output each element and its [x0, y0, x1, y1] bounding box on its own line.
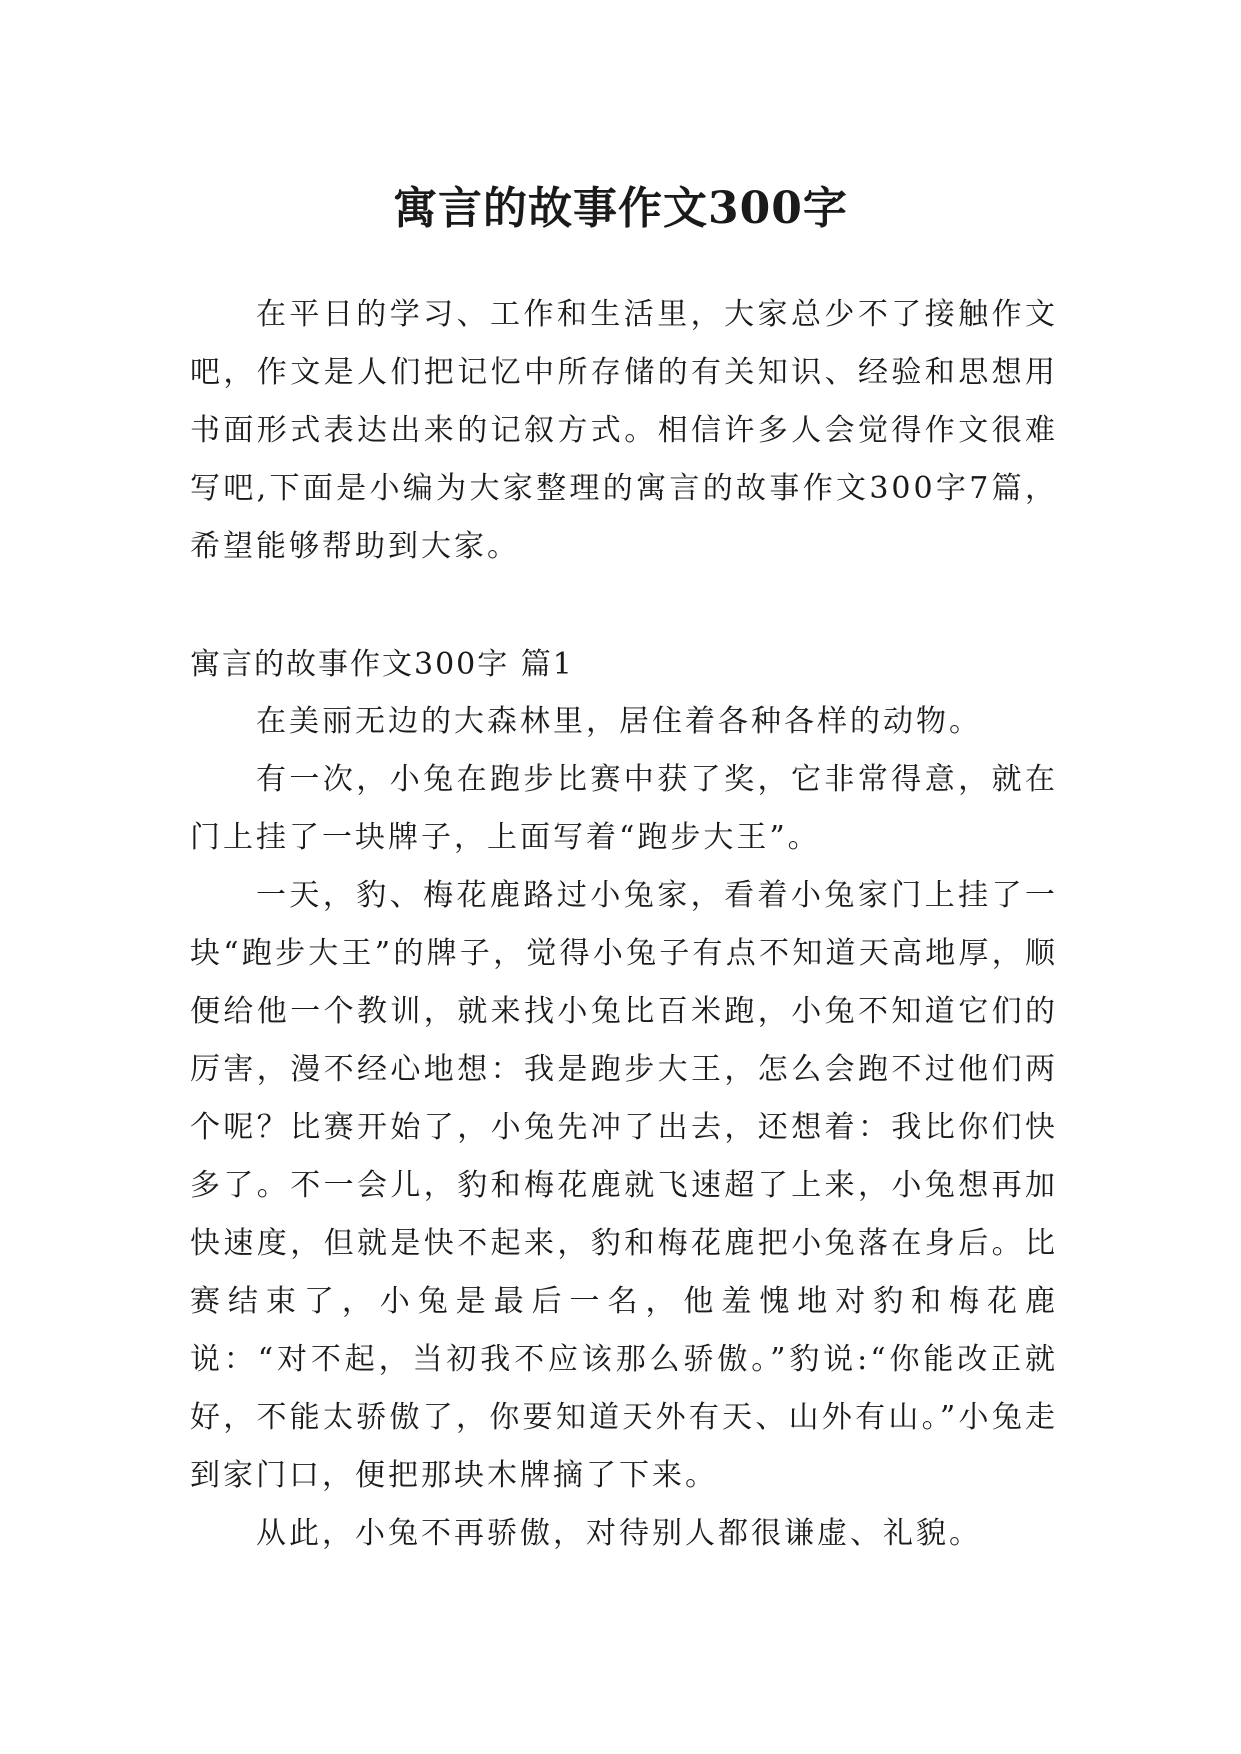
story-paragraph: 从此，小兔不再骄傲，对待别人都很谦虚、礼貌。	[256, 1516, 982, 1551]
section-heading: 寓言的故事作文300字 篇1	[190, 647, 574, 682]
document-title: 寓言的故事作文300字	[393, 183, 848, 235]
story-paragraph: 一天，豹、梅花鹿路过小兔家，看着小兔家门上挂了一块“跑步大王”的牌子，觉得小兔子有点不知道天高地厚，顺便给他一个教训，就来找小兔比百米跑，小兔不知道它们的厉害，漫不经心地想：我是跑步大王，怎么会跑不过他们两个呢？比赛开始了，小兔先冲了出去，还想着：我比你们快多了。不一会儿，豹和梅花鹿就飞速超了上来，小兔想再加快速度，但就是快不起来，豹和梅花鹿把小兔落在身后。比赛结束了，小兔是最后一名，他羞愧地对豹和梅花鹿说：“对不起，当初我不应该那么骄傲。”豹说:“你能改正就好，不能太骄傲了，你要知道天外有天、山外有山。”小兔走到家门口，便把那块木牌摘了下来。	[190, 878, 1058, 1493]
intro-paragraph: 在平日的学习、工作和生活里，大家总少不了接触作文吧，作文是人们把记忆中所存储的有关知识、经验和思想用书面形式表达出来的记叙方式。相信许多人会觉得作文很难写吧,下面是小编为大家整理的寓言的故事作文300字7篇，希望能够帮助到大家。	[190, 297, 1058, 564]
story-paragraph: 有一次，小兔在跑步比赛中获了奖，它非常得意，就在门上挂了一块牌子，上面写着“跑步大王”。	[190, 762, 1058, 855]
intro-section	[190, 286, 1058, 576]
story-paragraph: 在美丽无边的大森林里，居住着各种各样的动物。	[256, 704, 982, 739]
story-section	[190, 693, 1058, 1563]
